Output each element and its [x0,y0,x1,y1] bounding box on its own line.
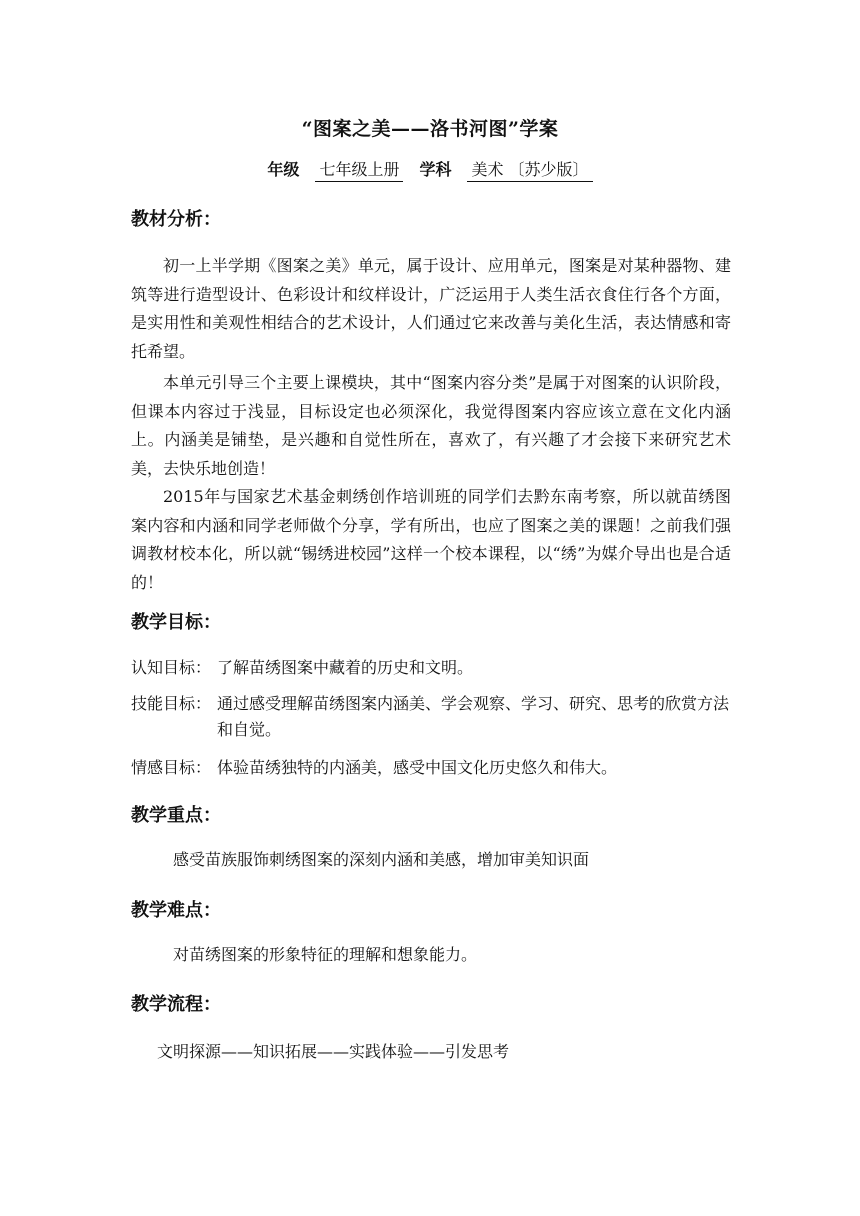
subject-label: 学科 [419,160,452,179]
goal-label: 情感目标： [131,758,212,777]
key-points-text: 感受苗族服饰刺绣图案的深刻内涵和美感，增加审美知识面 [173,850,590,869]
analysis-heading: 教材分析： [131,209,221,230]
difficulties-text: 对苗绣图案的形象特征的理解和想象能力。 [173,945,478,964]
difficulties-heading: 教学难点： [131,900,221,921]
analysis-paragraph-2: 本单元引导三个主要上课模块，其中“图案内容分类”是属于对图案的认识阶段，但课本内容过于浅显，目标设定也必须深化，我觉得图案内容应该立意在文化内涵上。内涵美是铺垫，是兴趣和自觉性所在，喜欢了，有兴趣了才会接下来研究艺术美，去快乐地创造！ [131,373,731,478]
grade-subject-line [0,157,860,182]
goal-text: 通过感受理解苗绣图案内涵美、学会观察、学习、研究、思考的欣赏方法和自觉。 [217,694,730,739]
goals-heading: 教学目标： [131,612,221,633]
goal-label: 认知目标： [131,658,212,677]
grade-value: 七年级上册 [315,160,403,182]
key-points-heading: 教学重点： [131,805,221,826]
analysis-paragraph-3: 2015年与国家艺术基金刺绣创作培训班的同学们去黔东南考察，所以就苗绣图案内容和内涵和同学老师做个分享，学有所出，也应了图案之美的课题！之前我们强调教材校本化，所以就“锡绣进校园”这样一个校本课程，以“绣”为媒介导出也是合适的！ [131,487,731,592]
grade-label: 年级 [267,160,300,179]
goal-label: 技能目标： [131,694,212,713]
goal-text: 了解苗绣图案中藏着的历史和文明。 [217,658,474,677]
process-text: 文明探源——知识拓展——实践体验——引发思考 [157,1042,510,1061]
goal-emotional [131,755,731,781]
goal-cognitive [131,655,731,681]
document-title: “图案之美——洛书河图”学案 [301,118,559,140]
analysis-paragraph-1: 初一上半学期《图案之美》单元，属于设计、应用单元，图案是对某种器物、建筑等进行造型设计、色彩设计和纹样设计，广泛运用于人类生活衣食住行各个方面，是实用性和美观性相结合的艺术设计，人们通过它来改善与美化生活，表达情感和寄托希望。 [131,256,731,361]
process-heading: 教学流程： [131,994,221,1015]
goal-text: 体验苗绣独特的内涵美，感受中国文化历史悠久和伟大。 [217,758,618,777]
subject-value: 美术 〔苏少版〕 [467,160,592,182]
goal-skill [131,691,731,743]
